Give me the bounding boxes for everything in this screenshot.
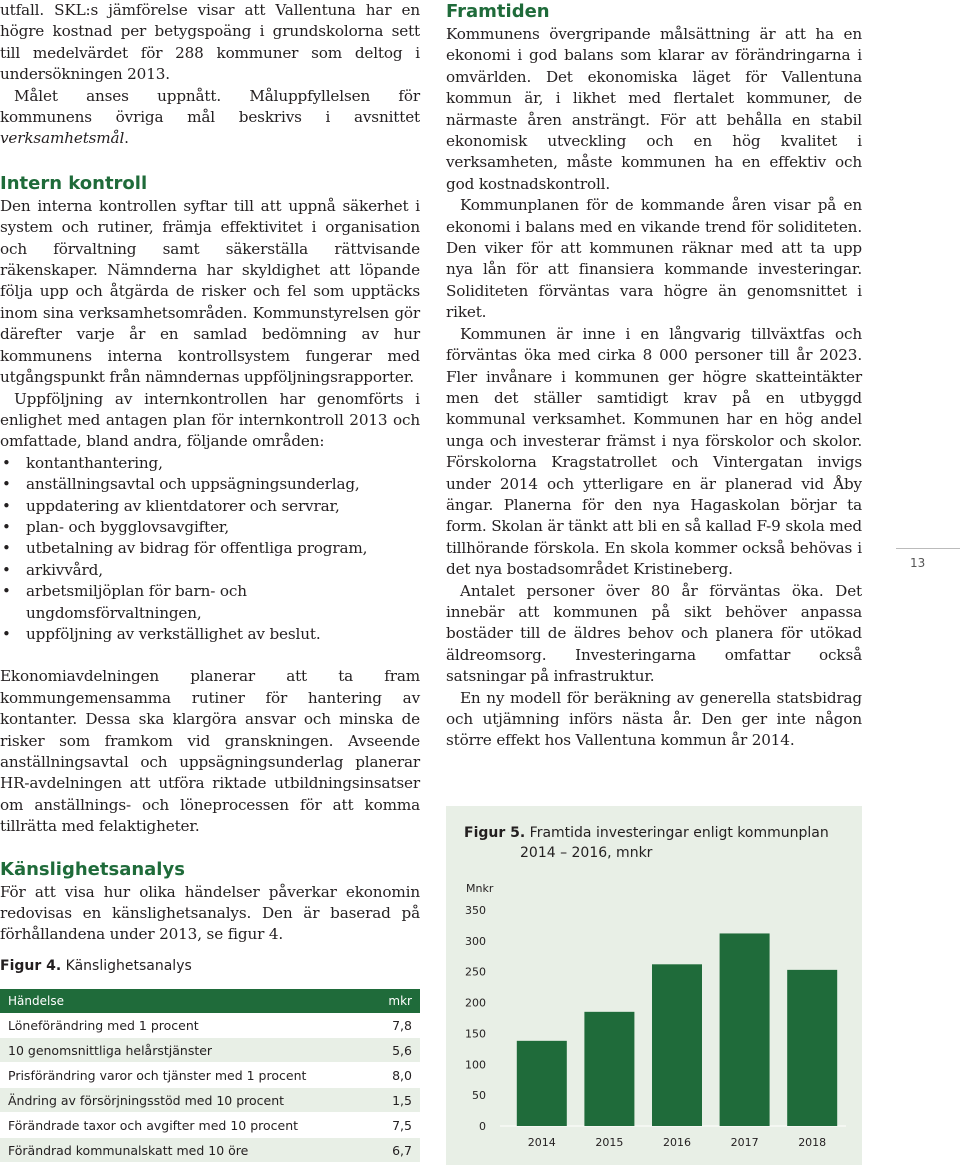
future-paragraph-4: Antalet personer över 80 år förväntas öka. Det innebär att kommunen på sikt behöver anpassa bostäder till de äldres behov och planera för utökad äldreomsorg. Investeringarna omfattar också satsningar på infrastruktur. xyxy=(446,581,862,686)
y-axis-label: Mnkr xyxy=(466,882,494,895)
internal-paragraph-1: Den interna kontrollen syftar till att uppnå säkerhet i system och rutiner, främja effektivitet i organisation och förvaltning samt säkerställa rättvisande räkenskaper. Nämnderna har skyldighet att löpande följa upp och åtgärda de risker och fel som upptäcks inom sina verksamhetsområden. Kommunstyrelsen gör därefter varje år en samlad bedömning av hur kommunens interna kontrollsystem fungerar med utgångspunkt från nämndernas uppföljningsrapporter. xyxy=(0,196,420,387)
bullet-item xyxy=(0,517,420,538)
y-tick-label: 50 xyxy=(472,1089,486,1103)
column-header-value: mkr xyxy=(373,989,420,1013)
bullet-item xyxy=(0,624,420,645)
bullet-text: uppdatering av klientdatorer och servrar, xyxy=(26,496,340,515)
value-cell: 6,7 xyxy=(373,1138,420,1163)
bullet-item xyxy=(0,560,420,581)
intro-paragraph: utfall. SKL:s jämförelse visar att Vallentuna har en högre kostnad per betygspoäng i grundskolorna sett till medelvärdet för 288 kommuner som deltog i undersökningen 2013. xyxy=(0,1,420,84)
table-header-row xyxy=(0,989,420,1013)
y-tick-label: 250 xyxy=(465,965,486,979)
x-tick-label: 2016 xyxy=(663,1136,691,1149)
figure4-label: Figur 4. xyxy=(0,958,62,974)
y-tick-label: 350 xyxy=(465,904,486,917)
bullet-item xyxy=(0,474,420,495)
bullet-item xyxy=(0,453,420,474)
heading-kanslighetsanalys: Känslighetsanalys xyxy=(0,858,185,880)
figure5-label: Figur 5. xyxy=(464,825,526,841)
bullet-icon: • xyxy=(2,539,11,558)
table-row xyxy=(0,1088,420,1113)
bullet-icon: • xyxy=(2,624,11,643)
figure4-title: Känslighetsanalys xyxy=(61,958,192,974)
bullet-text: utbetalning av bidrag för offentliga program, xyxy=(26,539,368,558)
bullet-item xyxy=(0,581,420,624)
event-cell: Förändrade taxor och avgifter med 10 procent xyxy=(0,1113,373,1138)
table-row xyxy=(0,1113,420,1138)
goal-link-text: verksamhetsmål xyxy=(0,129,125,148)
investment-bar-chart xyxy=(446,870,862,1160)
bullet-text: arbetsmiljöplan för barn- och ungdomsförvaltningen, xyxy=(26,582,247,622)
value-cell: 7,5 xyxy=(373,1113,420,1138)
bullet-icon: • xyxy=(2,496,11,515)
event-cell: 10 genomsnittliga helårstjänster xyxy=(0,1038,373,1063)
y-tick-label: 200 xyxy=(465,996,486,1010)
internal-paragraph-2: Uppföljning av internkontrollen har genomförts i enlighet med antagen plan för internkontroll 2013 och omfattade, bland andra, följande områden: xyxy=(0,389,420,451)
goal-end: . xyxy=(124,129,129,148)
right-column xyxy=(446,0,862,752)
y-tick-label: 100 xyxy=(465,1058,486,1072)
bullet-text: plan- och bygglovsavgifter, xyxy=(26,517,230,536)
event-cell: Löneförändring med 1 procent xyxy=(0,1013,373,1038)
bullet-icon: • xyxy=(2,475,11,494)
event-cell: Prisförändring varor och tjänster med 1 procent xyxy=(0,1063,373,1088)
x-tick-label: 2018 xyxy=(798,1136,827,1149)
bullet-item xyxy=(0,496,420,517)
bullet-icon: • xyxy=(2,582,11,601)
table-row xyxy=(0,1138,420,1163)
bullet-text: uppföljning av verkställighet av beslut. xyxy=(26,624,321,643)
bar-2017 xyxy=(720,933,770,1126)
table-row xyxy=(0,1013,420,1038)
y-tick-label: 150 xyxy=(465,1027,486,1041)
bullet-icon: • xyxy=(2,517,11,536)
event-cell: Ändring av försörjningsstöd med 10 procent xyxy=(0,1088,373,1113)
page-number-rule xyxy=(896,548,960,549)
value-cell: 8,0 xyxy=(373,1063,420,1088)
internal-bullet-list xyxy=(0,453,420,646)
sensitivity-table xyxy=(0,989,420,1163)
future-paragraph-1: Kommunens övergripande målsättning är att ha en ekonomi i god balans som klarar av förändringarna i omvärlden. Det ekonomiska läget för Vallentuna kommun är, i likhet med flertalet kommuner, de närmaste åren ansträngt. För att behålla en stabil ekonomisk utveckling och en hög kvalitet i verksamheten, måste kommunen ha en effektiv och god kostnadskontroll. xyxy=(446,25,862,193)
future-paragraph-5: En ny modell för beräkning av generella statsbidrag och utjämning införs nästa år. Den ger inte någon större effekt hos Vallentuna kommun år 2014. xyxy=(446,688,862,750)
figure5-title-line2: 2014 – 2016, mnkr xyxy=(520,845,653,861)
page-number: 13 xyxy=(910,556,926,570)
bullet-item xyxy=(0,538,420,559)
figure5-title-line1: Framtida investeringar enligt kommunplan xyxy=(525,825,829,841)
value-cell: 7,8 xyxy=(373,1013,420,1038)
figure4-caption xyxy=(0,958,192,974)
bullet-icon: • xyxy=(2,453,11,472)
left-column xyxy=(0,0,420,946)
y-tick-label: 0 xyxy=(479,1120,486,1133)
bullet-icon: • xyxy=(2,560,11,579)
x-tick-label: 2014 xyxy=(527,1136,556,1149)
bullet-text: anställningsavtal och uppsägningsunderlag, xyxy=(26,475,360,494)
bar-2015 xyxy=(584,1012,634,1126)
value-cell: 5,6 xyxy=(373,1038,420,1063)
bullet-text: arkivvård, xyxy=(26,560,103,579)
table-row xyxy=(0,1038,420,1063)
bar-2016 xyxy=(652,964,702,1126)
bullet-text: kontanthantering, xyxy=(26,453,163,472)
y-tick-label: 300 xyxy=(465,934,486,948)
future-paragraph-2: Kommunplanen för de kommande åren visar på en ekonomi i balans med en vikande trend för soliditeten. Den viker för att kommunen räknar med att ta upp nya lån för att finansiera kommande investeringar. Soliditeten förväntas vara högre än genomsnittet i riket. xyxy=(446,196,862,322)
event-cell: Förändrad kommunalskatt med 10 öre xyxy=(0,1138,373,1163)
heading-framtiden: Framtiden xyxy=(446,1,550,22)
sensitivity-paragraph: För att visa hur olika händelser påverkar ekonomin redovisas en känslighetsanalys. Den är baserad på förhållandena under 2013, se figur 4. xyxy=(0,882,420,944)
bar-2014 xyxy=(517,1041,567,1126)
future-paragraph-3: Kommunen är inne i en långvarig tillväxtfas och förväntas öka med cirka 8 000 personer till år 2023. Fler invånare i kommunen ger högre skatteintäkter men det ställer samtidigt krav på en utbyggd kommunal verksamhet. Kommunen har en hög andel unga och investerar främst i nya förskolor och skolor. Förskolorna Kragstatrollet och Vintergatan invigs under 2014 och ytterligare en är planerad vid Åby ängar. Planerna för den nya Hagaskolan börjar ta form. Skolan är tänkt att bli en så kallad F-9 skola med tillhörande förskola. En skola kommer också behövas i det nya bostadsområdet Kristineberg. xyxy=(446,324,862,579)
table-row xyxy=(0,1063,420,1088)
figure5-caption xyxy=(464,823,844,863)
internal-paragraph-3: Ekonomiavdelningen planerar att ta fram kommungemensamma rutiner för hantering av kontanter. Dessa ska klargöra ansvar och minska de risker som framkom vid granskningen. Avseende anställningsavtal och uppsägningsunderlag planerar HR-avdelningen att utföra riktade utbildningsinsatser om anställnings- och löneprocessen för att komma tillrätta med felaktigheter. xyxy=(0,667,420,836)
bar-2018 xyxy=(787,970,837,1126)
x-tick-label: 2015 xyxy=(595,1136,624,1149)
value-cell: 1,5 xyxy=(373,1088,420,1113)
goal-text: Målet anses uppnått. Måluppfyllelsen för kommunens övriga mål beskrivs i avsnittet xyxy=(0,86,420,127)
heading-intern-kontroll: Intern kontroll xyxy=(0,172,148,194)
goal-paragraph xyxy=(0,86,420,150)
x-tick-label: 2017 xyxy=(730,1136,759,1149)
column-header-event: Händelse xyxy=(0,989,373,1013)
